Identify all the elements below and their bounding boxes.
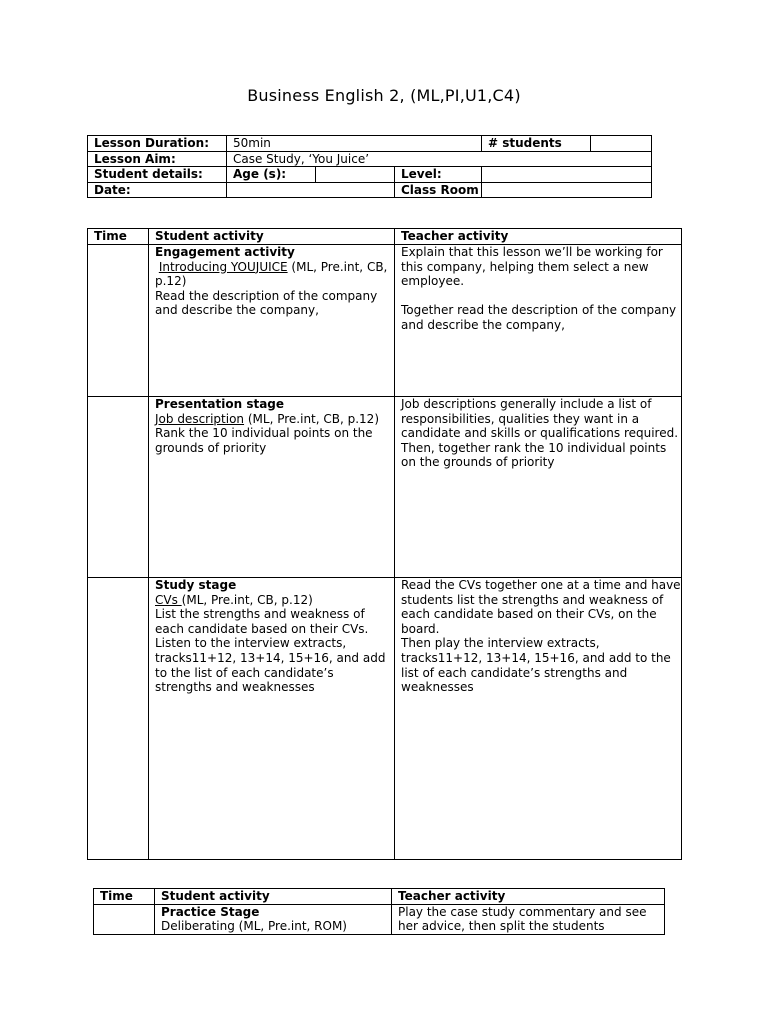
page-title: Business English 2, (ML,PI,U1,C4) bbox=[247, 86, 521, 105]
table-row bbox=[94, 904, 665, 934]
classroom-value bbox=[482, 182, 652, 198]
student-activity-text: Rank the 10 individual points on the grounds of priority bbox=[155, 426, 373, 455]
teacher-activity-text: Job descriptions generally include a list of responsibilities, qualities they want in a candidate and skills or qualifications required. Then, together rank the 10 individual points on the grounds of priority bbox=[395, 397, 682, 578]
teacher-activity-text: Play the case study commentary and see her advice, then split the students bbox=[392, 904, 665, 934]
student-activity-cell bbox=[149, 397, 395, 578]
level-label: Level: bbox=[395, 167, 482, 183]
lesson-plan-table bbox=[87, 228, 682, 860]
teacher-activity-text: Explain that this lesson we’ll be working for this company, helping them select a new employee. Together read the description of the company and describe the company, bbox=[395, 245, 682, 397]
table-row bbox=[88, 578, 682, 860]
table-row bbox=[88, 245, 682, 397]
student-activity-cell bbox=[149, 245, 395, 397]
row-time bbox=[88, 245, 149, 397]
activity-reference: CVs (ML, Pre.int, CB, p.12) bbox=[155, 592, 313, 607]
student-activity-text: Read the description of the company and describe the company, bbox=[155, 288, 378, 318]
student-activity-cell bbox=[149, 578, 395, 860]
students-label: # students bbox=[482, 136, 591, 152]
row-time bbox=[88, 578, 149, 860]
duration-label: Lesson Duration: bbox=[88, 136, 227, 152]
age-label: Age (s): bbox=[227, 167, 395, 183]
activity-link: Introducing YOUJUICE bbox=[158, 259, 288, 274]
activity-reference: Job description (ML, Pre.int, CB, p.12) bbox=[155, 411, 379, 426]
duration-value: 50min bbox=[227, 136, 482, 152]
student-activity-cell bbox=[155, 904, 392, 934]
teacher-activity-text: Read the CVs together one at a time and have students list the strengths and weakness of each candidate based on their CVs, on the board. Then play the interview extracts, tracks11+12, 13+14, 15+16, and add to the list of each candidate’s strengths and weaknesses bbox=[395, 578, 682, 860]
header-student-activity: Student activity bbox=[155, 889, 392, 905]
header-time: Time bbox=[94, 889, 155, 905]
date-label: Date: bbox=[88, 182, 227, 198]
students-value bbox=[591, 136, 652, 152]
row-time bbox=[94, 904, 155, 934]
student-details-label: Student details: bbox=[88, 167, 227, 183]
stage-title: Presentation stage bbox=[155, 397, 285, 411]
stage-title: Engagement activity bbox=[155, 245, 295, 259]
age-value bbox=[316, 167, 394, 182]
header-student-activity: Student activity bbox=[149, 229, 395, 245]
stage-title: Practice Stage bbox=[161, 904, 260, 919]
aim-value: Case Study, ‘You Juice’ bbox=[227, 151, 652, 167]
lesson-plan-table-continued bbox=[93, 888, 665, 935]
header-teacher-activity: Teacher activity bbox=[392, 889, 665, 905]
activity-reference: Introducing YOUJUICE (ML, Pre.int, CB, p.12) bbox=[155, 259, 388, 289]
row-time bbox=[88, 397, 149, 578]
date-value bbox=[227, 182, 395, 198]
table-row bbox=[88, 397, 682, 578]
header-time: Time bbox=[88, 229, 149, 245]
lesson-info-table bbox=[87, 135, 652, 198]
classroom-label: Class Room bbox=[395, 182, 482, 198]
stage-title: Study stage bbox=[155, 578, 237, 592]
header-teacher-activity: Teacher activity bbox=[395, 229, 682, 245]
student-activity-text: List the strengths and weakness of each candidate based on their CVs. Listen to the interview extracts, tracks11+12, 13+14, 15+16, and add to the list of each candidate’s strengths and weaknesses bbox=[155, 607, 386, 695]
activity-link: CVs bbox=[155, 592, 182, 607]
level-value bbox=[482, 167, 652, 183]
activity-link: Job description bbox=[155, 411, 245, 426]
student-activity-text: Deliberating (ML, Pre.int, ROM) bbox=[161, 919, 347, 934]
aim-label: Lesson Aim: bbox=[88, 151, 227, 167]
